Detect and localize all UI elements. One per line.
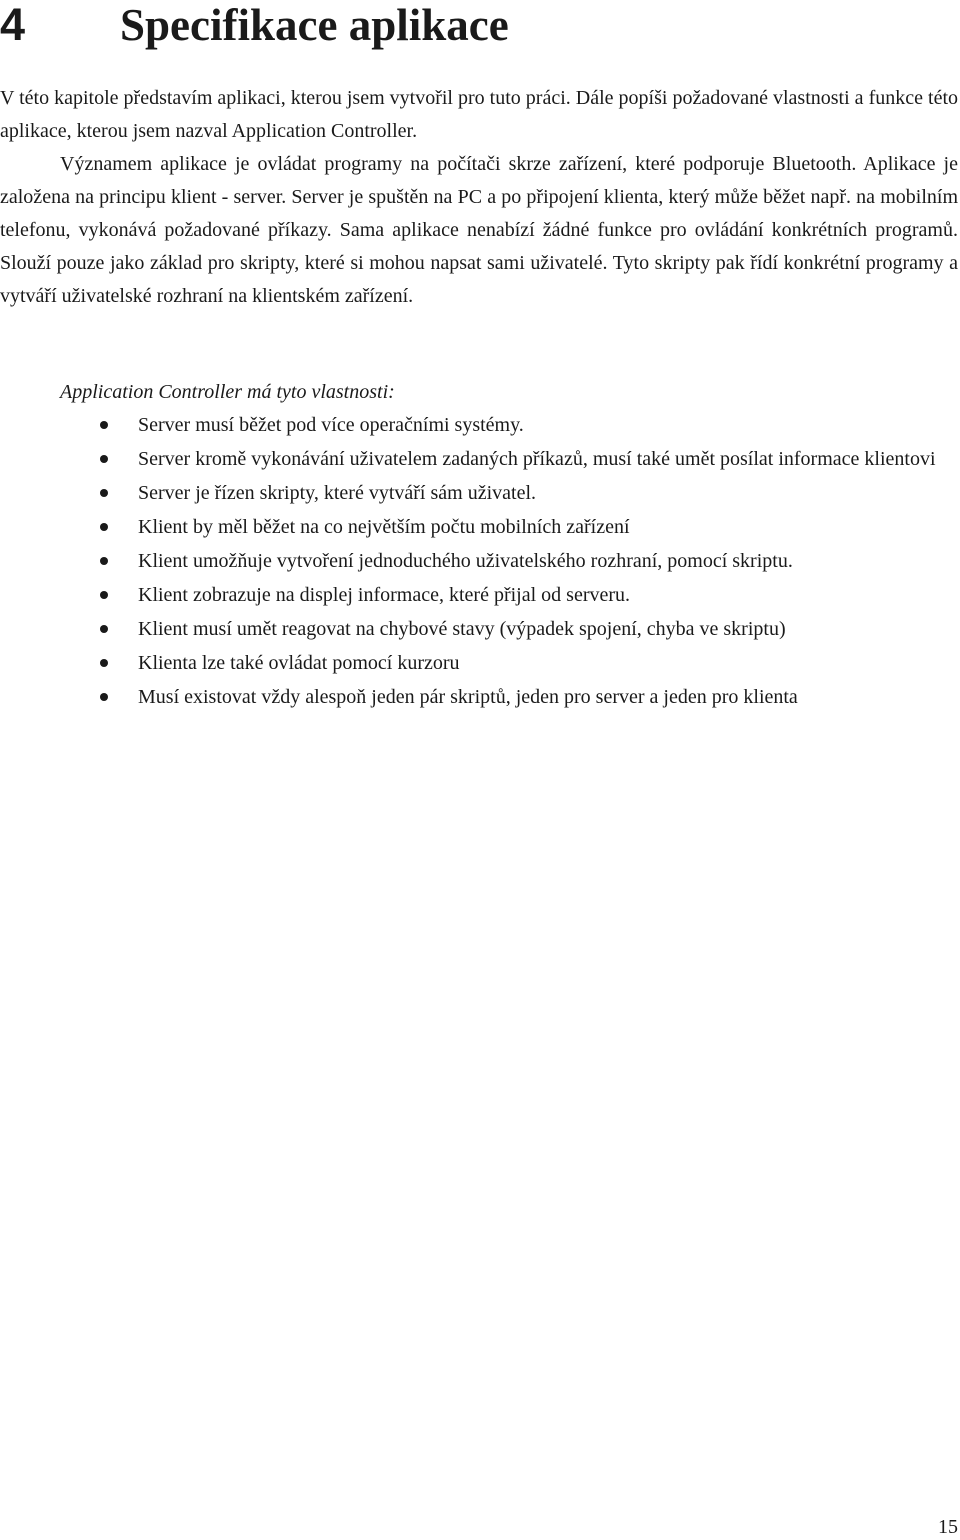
- intro-text-part2: Významem aplikace je ovládat programy na počítači skrze zařízení, které podporuje Bluetooth. Aplikace je založena na principu klient - server. Server je spuštěn na PC a po připojení klienta, který může běžet např. na mobilním telefonu, vykonává požadované příkazy. Sama aplikace nenabízí žádné funkce pro ovládání konkrétních programů. Slouží pouze jako základ pro skripty, které si mohou napsat sami uživatelé. Tyto skripty pak řídí konkrétní programy a vytváří uživatelské rozhraní na klientském zařízení.: [0, 153, 958, 307]
- list-item: [0, 477, 958, 509]
- bullet-icon: [100, 455, 108, 463]
- list-item: [0, 681, 958, 713]
- bullet-icon: [100, 557, 108, 565]
- intro-paragraph: [0, 82, 958, 313]
- list-item-text: Klient musí umět reagovat na chybové stavy (výpadek spojení, chyba ve skriptu): [138, 618, 786, 640]
- list-item-text: Server kromě vykonávání uživatelem zadaných příkazů, musí také umět posílat informace klientovi: [138, 448, 936, 470]
- features-list: [0, 409, 958, 715]
- list-item: [0, 579, 958, 611]
- intro-text-part1: V této kapitole představím aplikaci, kterou jsem vytvořil pro tuto práci. Dále popíši požadované vlastnosti a funkce této aplikace, kterou jsem nazval Application Controller.: [0, 87, 958, 142]
- bullet-icon: [100, 523, 108, 531]
- list-item-text: Musí existovat vždy alespoň jeden pár skriptů, jeden pro server a jeden pro klienta: [138, 686, 798, 708]
- list-item: [0, 647, 958, 679]
- list-item-text: Server je řízen skripty, které vytváří sám uživatel.: [138, 482, 536, 504]
- bullet-icon: [100, 489, 108, 497]
- list-item-text: Klient umožňuje vytvoření jednoduchého uživatelského rozhraní, pomocí skriptu.: [138, 550, 793, 572]
- list-item: [0, 613, 958, 645]
- list-item-text: Klient zobrazuje na displej informace, které přijal od serveru.: [138, 584, 631, 606]
- chapter-number: 4: [0, 0, 26, 50]
- bullet-icon: [100, 421, 108, 429]
- bullet-icon: [100, 659, 108, 667]
- list-item: [0, 443, 958, 475]
- bullet-icon: [100, 591, 108, 599]
- list-item: [0, 409, 958, 441]
- list-item-text: Server musí běžet pod více operačními systémy.: [138, 414, 524, 436]
- bullet-icon: [100, 625, 108, 633]
- list-item: [0, 545, 958, 577]
- list-item: [0, 511, 958, 543]
- features-intro: Application Controller má tyto vlastnosti:: [60, 381, 395, 403]
- page-number: 15: [938, 1516, 958, 1538]
- chapter-heading: [0, 0, 509, 50]
- list-item-text: Klienta lze také ovládat pomocí kurzoru: [138, 652, 460, 674]
- bullet-icon: [100, 693, 108, 701]
- chapter-title: Specifikace aplikace: [120, 0, 509, 50]
- list-item-text: Klient by měl běžet na co největším počtu mobilních zařízení: [138, 516, 630, 538]
